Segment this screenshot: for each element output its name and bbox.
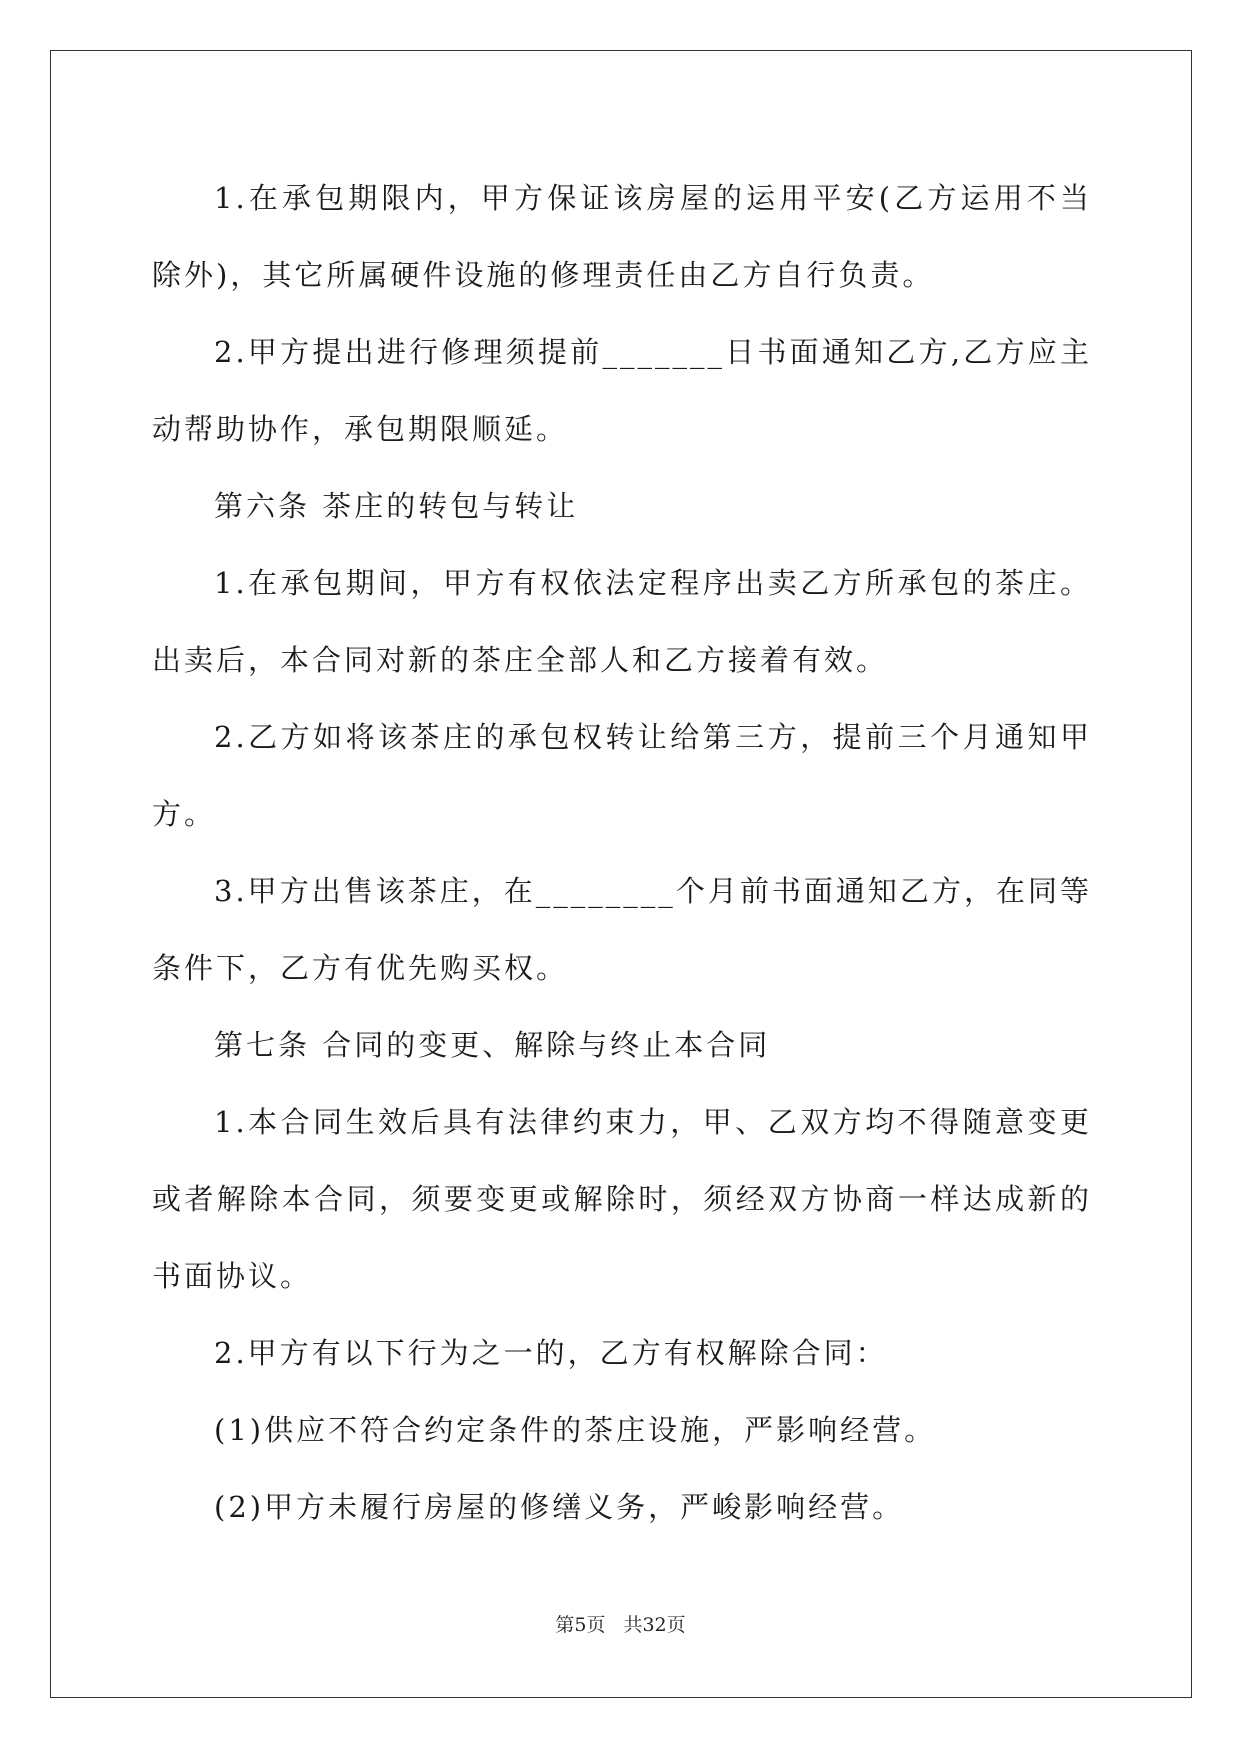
paragraph: 3.甲方出售该茶庄，在________个月前书面通知乙方，在同等条件下，乙方有优先购买权。 — [152, 874, 1092, 985]
paragraph: (1)供应不符合约定条件的茶庄设施，严影响经营。 — [214, 1413, 937, 1447]
paragraph: 1.本合同生效后具有法律约束力，甲、乙双方均不得随意变更或者解除本合同，须要变更或解除时，须经双方协商一样达成新的书面协议。 — [152, 1105, 1092, 1293]
paragraph: 2.乙方如将该茶庄的承包权转让给第三方，提前三个月通知甲方。 — [152, 720, 1092, 831]
section-heading: 第六条 茶庄的转包与转让 — [214, 489, 579, 523]
paragraph: 2.甲方有以下行为之一的，乙方有权解除合同： — [214, 1336, 888, 1370]
page-footer — [0, 1610, 1241, 1637]
paragraph: 1.在承包期间，甲方有权依法定程序出卖乙方所承包的茶庄。出卖后，本合同对新的茶庄全部人和乙方接着有效。 — [152, 566, 1092, 677]
paragraph: 1.在承包期限内，甲方保证该房屋的运用平安(乙方运用不当除外)，其它所属硬件设施的修理责任由乙方自行负责。 — [152, 181, 1092, 292]
paragraph: (2)甲方未履行房屋的修缮义务，严峻影响经营。 — [214, 1490, 905, 1524]
paragraph: 2.甲方提出进行修理须提前_______日书面通知乙方,乙方应主动帮助协作，承包期限顺延。 — [152, 335, 1092, 446]
section-heading: 第七条 合同的变更、解除与终止本合同 — [214, 1028, 771, 1062]
page-total: 共32页 — [623, 1614, 686, 1636]
page-number: 第5页 — [555, 1614, 606, 1636]
document-body — [152, 160, 1092, 1546]
